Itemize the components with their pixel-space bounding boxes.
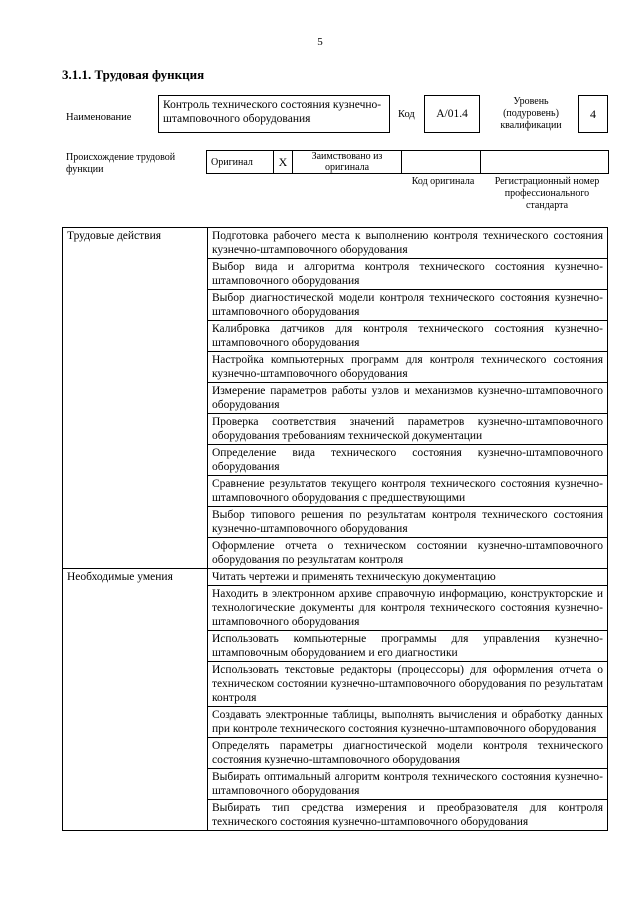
labor-action-item: Оформление отчета о техническом состоянии кузнечно-штамповочного оборудования по результатам контроля (208, 538, 608, 569)
level-label-line: Уровень (513, 96, 549, 107)
code-label: Код (398, 109, 415, 120)
labor-action-item: Подготовка рабочего места к выполнению контроля технического состояния кузнечно-штамповочного оборудования (208, 228, 608, 259)
code-original-label: Код оригинала (411, 176, 475, 187)
labor-action-item: Выбор диагностической модели контроля технического состояния кузнечно-штамповочного оборудования (208, 290, 608, 321)
name-label: Наименование (66, 112, 132, 123)
level-label-line: (подуровень) (503, 108, 559, 119)
borrowed-label: Заимствовано из оригинала (293, 151, 402, 174)
code-original-cell (402, 151, 481, 174)
skill-item: Определять параметры диагностической модели контроля технического состояния кузнечно-штамповочного оборудования (208, 738, 608, 769)
labor-action-item: Проверка соответствия значений параметров кузнечно-штамповочного оборудования требованиям технической документации (208, 414, 608, 445)
origin-table (206, 150, 609, 174)
labor-action-item: Выбор типового решения по результатам контроля технического состояния кузнечно-штамповочного оборудования (208, 507, 608, 538)
labor-action-item: Калибровка датчиков для контроля технического состояния кузнечно-штамповочного оборудования (208, 321, 608, 352)
labor-action-item: Выбор вида и алгоритма контроля технического состояния кузнечно-штамповочного оборудования (208, 259, 608, 290)
reg-number-label: Регистрационный номер профессионального стандарта (494, 176, 600, 211)
skill-item: Читать чертежи и применять техническую документацию (208, 569, 608, 586)
labor-actions-label: Трудовые действия (63, 228, 208, 569)
skill-item: Использовать текстовые редакторы (процессоры) для оформления отчета о техническом состоянии кузнечно-штамповочного оборудования по результатам контроля (208, 662, 608, 707)
original-mark: X (274, 151, 293, 174)
skill-item: Создавать электронные таблицы, выполнять вычисления и обработку данных при контроле технического состояния кузнечно-штамповочного оборудования (208, 707, 608, 738)
skill-item: Использовать компьютерные программы для управления кузнечно-штамповочным оборудованием и его диагностики (208, 631, 608, 662)
page-number: 5 (317, 36, 323, 48)
skill-item: Выбирать тип средства измерения и преобразователя для контроля технического состояния кузнечно-штамповочного оборудования (208, 800, 608, 831)
table-row (63, 569, 608, 586)
original-label: Оригинал (207, 151, 274, 174)
labor-action-item: Измерение параметров работы узлов и механизмов кузнечно-штамповочного оборудования (208, 383, 608, 414)
origin-label: Происхождение трудовой функции (66, 152, 176, 175)
function-code-value: A/01.4 (424, 95, 480, 133)
level-label-line: квалификации (500, 120, 562, 131)
qualification-level-value: 4 (578, 95, 608, 133)
labor-action-item: Определение вида технического состояния кузнечно-штамповочного оборудования (208, 445, 608, 476)
labor-action-item: Настройка компьютерных программ для контроля технического состояния кузнечно-штамповочного оборудования (208, 352, 608, 383)
function-name-value: Контроль технического состояния кузнечно-штамповочного оборудования (158, 95, 390, 133)
required-skills-label: Необходимые умения (63, 569, 208, 831)
level-label (490, 96, 572, 132)
labor-action-item: Сравнение результатов текущего контроля технического состояния кузнечно-штамповочного оборудования с предшествующими (208, 476, 608, 507)
reg-number-cell (481, 151, 609, 174)
labor-function-table (62, 227, 608, 831)
section-title: 3.1.1. Трудовая функция (62, 67, 205, 82)
skill-item: Находить в электронном архиве справочную информацию, конструкторские и технологические документы для контроля технического состояния кузнечно-штамповочного оборудования (208, 586, 608, 631)
skill-item: Выбирать оптимальный алгоритм контроля технического состояния кузнечно-штамповочного оборудования (208, 769, 608, 800)
table-row (63, 228, 608, 259)
